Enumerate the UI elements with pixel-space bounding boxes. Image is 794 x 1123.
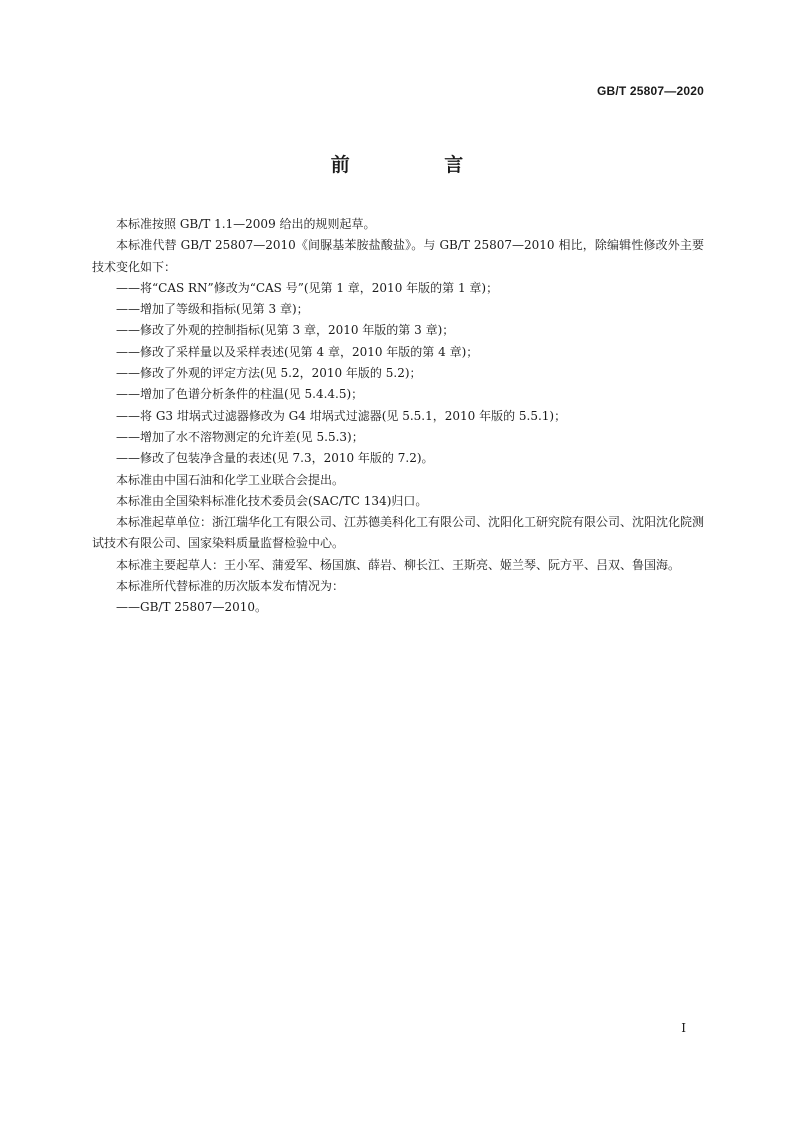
- list-item: ——增加了色谱分析条件的柱温(见 5.4.4.5)；: [116, 387, 364, 402]
- list-item: ——修改了包装净含量的表述(见 7.3，2010 年版的 7.2)。: [116, 451, 434, 466]
- foreword-body: [92, 214, 704, 619]
- list-item: ——将 G3 坩埚式过滤器修改为 G4 坩埚式过滤器(见 5.5.1，2010 年版的 5.5.1)；: [116, 408, 567, 423]
- drafting-units-paragraph: 本标准起草单位：浙江瑞华化工有限公司、江苏德美科化工有限公司、沈阳化工研究院有限公司、沈阳沈化院测试技术有限公司、国家染料质量监督检验中心。: [92, 515, 705, 551]
- committee-paragraph: 本标准由全国染料标准化技术委员会(SAC/TC 134)归口。: [116, 493, 428, 508]
- drafting-rules-paragraph: 本标准按照 GB/T 1.1—2009 给出的规则起草。: [116, 217, 376, 231]
- list-item: ——修改了外观的控制指标(见第 3 章，2010 年版的第 3 章)；: [116, 323, 455, 338]
- list-item: ——修改了采样量以及采样表述(见第 4 章，2010 年版的第 4 章)；: [116, 344, 479, 359]
- changes-list: [92, 278, 704, 470]
- standard-code: GB/T 25807—2020: [596, 84, 704, 98]
- page-title: 前 言: [330, 154, 508, 176]
- list-item: ——修改了外观的评定方法(见 5.2，2010 年版的 5.2)；: [116, 366, 422, 381]
- history-intro-paragraph: 本标准所代替标准的历次版本发布情况为：: [116, 579, 345, 594]
- proposer-paragraph: 本标准由中国石油和化学工业联合会提出。: [116, 472, 345, 487]
- drafters-paragraph: 本标准主要起草人：王小军、蒲爱军、杨国旗、薛岩、柳长江、王斯亮、姬兰琴、阮方平、吕双、鲁国海。: [116, 557, 681, 572]
- list-item: ——将“CAS RN”修改为“CAS 号”(见第 1 章，2010 年版的第 1 章)；: [116, 280, 499, 295]
- replacement-paragraph: 本标准代替 GB/T 25807—2010《间脲基苯胺盐酸盐》。与 GB/T 25807—2010 相比，除编辑性修改外主要技术变化如下：: [92, 238, 704, 274]
- list-item: ——增加了水不溶物测定的允许差(见 5.5.3)；: [116, 429, 364, 444]
- history-item: ——GB/T 25807—2010。: [116, 600, 267, 615]
- page-number: I: [681, 1021, 686, 1035]
- list-item: ——增加了等级和指标(见第 3 章)；: [116, 302, 309, 317]
